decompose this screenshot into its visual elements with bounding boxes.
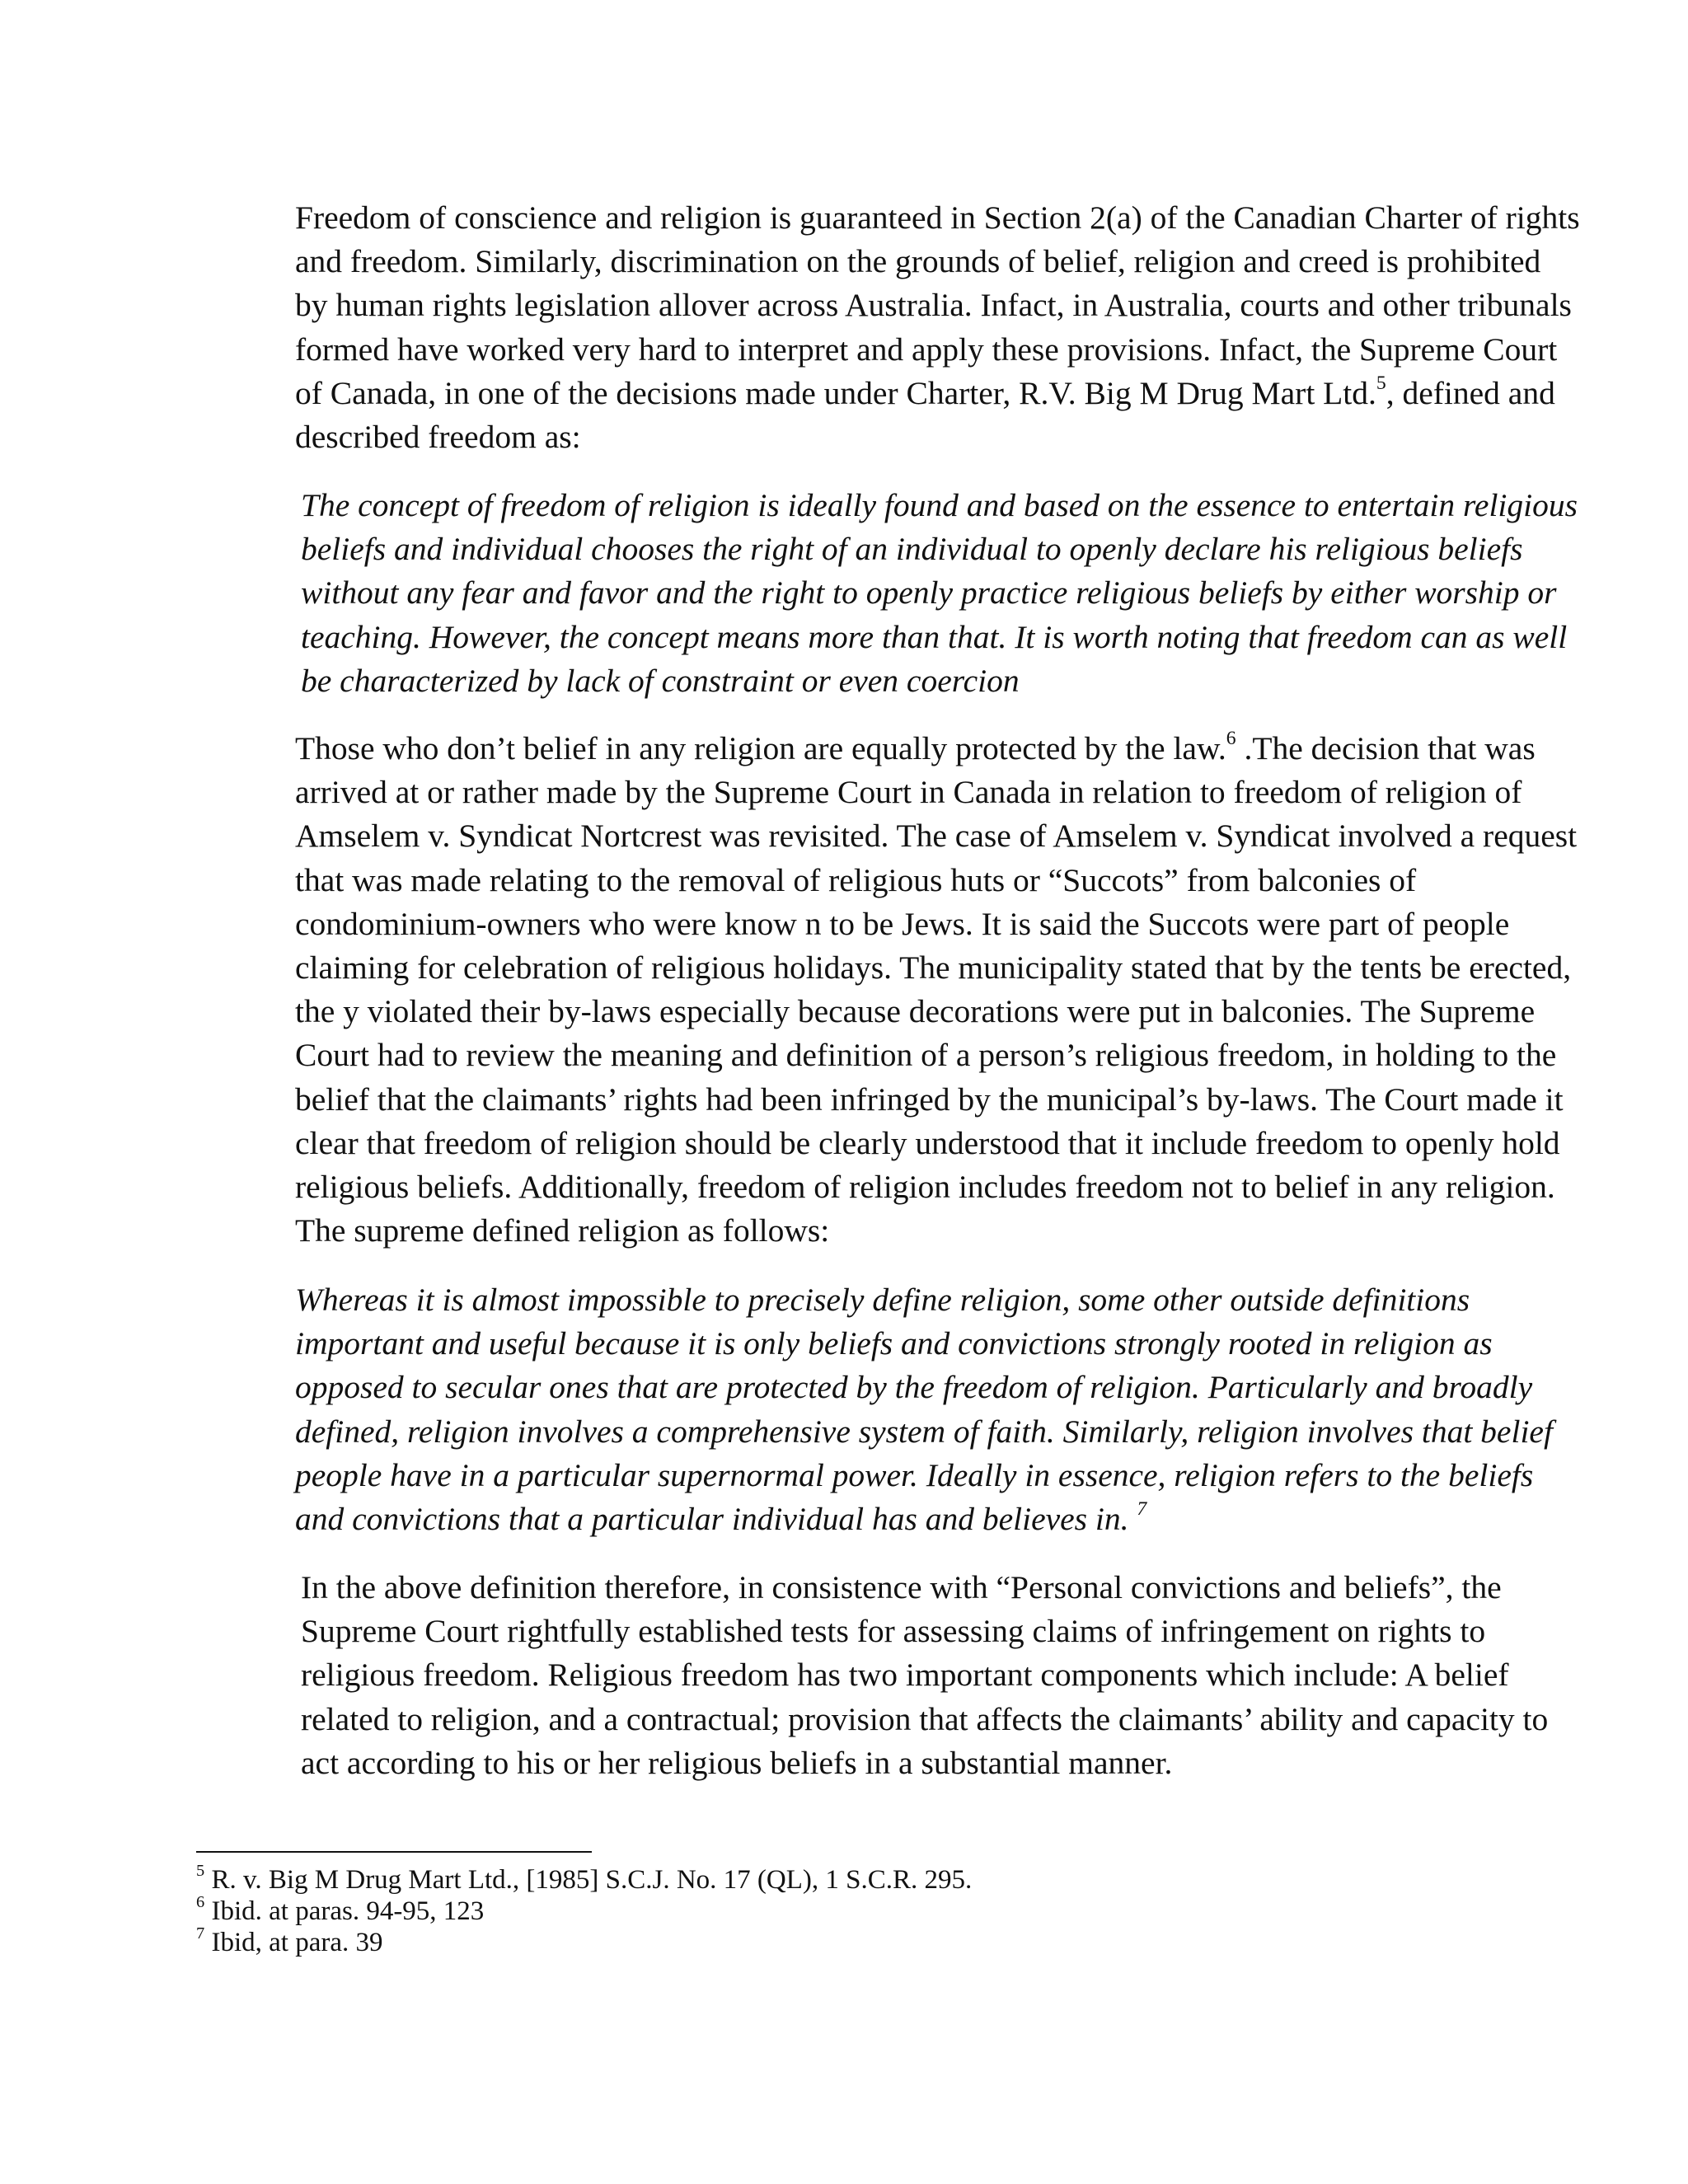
body-paragraph-3	[196, 1566, 1587, 1785]
paragraph-2-text-b: .The decision that was arrived at or rather made by the Supreme Court in Canada in relation to freedom of religion of Amselem v. Syndicat Nortcrest was revisited. The case of Amselem v. Syndicat involved a request that was made relating to the removal of religious huts or “Succots” from balconies of condominium-owners who were know n to be Jews. It is said the Succots were part of people claiming for celebration of religious holidays. The municipality stated that by the tents be erected, the y violated their by-laws especially because decorations were put in balconies. The Supreme Court had to review the meaning and definition of a person’s religious freedom, in holding to the belief that the claimants’ rights had been infringed by the municipal’s by-laws. The Court made it clear that freedom of religion should be clearly understood that it include freedom to openly hold religious beliefs. Additionally, freedom of religion includes freedom not to belief in any religion. The supreme defined religion as follows:	[295, 730, 1578, 1249]
quote-1-text: The concept of freedom of religion is ideally found and based on the essence to entertain religious beliefs and individual chooses the right of an individual to openly declare his religious beliefs without any fear and favor and the right to openly practice religious beliefs by either worship or teaching. However, the concept means more than that. It is worth noting that freedom can as well be characterized by lack of constraint or even coercion	[301, 487, 1578, 699]
footnote-5	[196, 1861, 1432, 1896]
footnote-ref-5: 5	[1376, 373, 1386, 395]
footnote-number: 5	[196, 1861, 205, 1880]
footnotes-section	[196, 1861, 1432, 1958]
footnote-6	[196, 1892, 1432, 1927]
quote-2-text: Whereas it is almost impossible to precisely define religion, some other outside definitions important and useful because it is only beliefs and convictions strongly rooted in religion as opposed to secular ones that are protected by the freedom of religion. Particularly and broadly defined, religion involves a comprehensive system of faith. Similarly, religion involves that belief people have in a particular supernormal power. Ideally in essence, religion refers to the beliefs and convictions that a particular individual has and believes in.	[295, 1282, 1553, 1538]
footnote-separator	[196, 1851, 592, 1853]
paragraph-3-text: In the above definition therefore, in consistence with “Personal convictions and beliefs”, the Supreme Court rightfully established tests for assessing claims of infringement on rights to religious freedom. Religious freedom has two important components which include: A belief related to religion, and a contractual; provision that affects the claimants’ ability and capacity to act according to his or her religious beliefs in a substantial manner.	[301, 1569, 1549, 1781]
footnote-number: 7	[196, 1924, 205, 1943]
body-paragraph-1	[196, 196, 1581, 459]
footnote-text: Ibid. at paras. 94-95, 123	[204, 1896, 485, 1926]
footnote-7	[196, 1924, 1432, 1958]
footnote-text: Ibid, at para. 39	[204, 1928, 383, 1957]
paragraph-1-text-a: Freedom of conscience and religion is guaranteed in Section 2(a) of the Canadian Charter of rights and freedom. Similarly, discrimination on the grounds of belief, religion and creed is prohibited by human rights legislation allover across Australia. Infact, in Australia, courts and other tribunals formed have worked very hard to interpret and apply these provisions. Infact, the Supreme Court of Canada, in one of the decisions made under Charter, R.V. Big M Drug Mart Ltd.	[295, 199, 1580, 411]
footnote-ref-6: 6	[1226, 728, 1236, 750]
footnote-ref-7: 7	[1137, 1498, 1147, 1521]
footnote-number: 6	[196, 1892, 205, 1911]
body-paragraph-2	[196, 727, 1581, 1253]
block-quote-2	[196, 1278, 1581, 1541]
footnote-text: R. v. Big M Drug Mart Ltd., [1985] S.C.J. No. 17 (QL), 1 S.C.R. 295.	[204, 1865, 973, 1895]
paragraph-1-text-b: , defined and described freedom as:	[295, 374, 1555, 456]
block-quote-1	[196, 484, 1587, 703]
paragraph-2-text-a: Those who don’t belief in any religion are equally protected by the law.	[295, 730, 1226, 766]
